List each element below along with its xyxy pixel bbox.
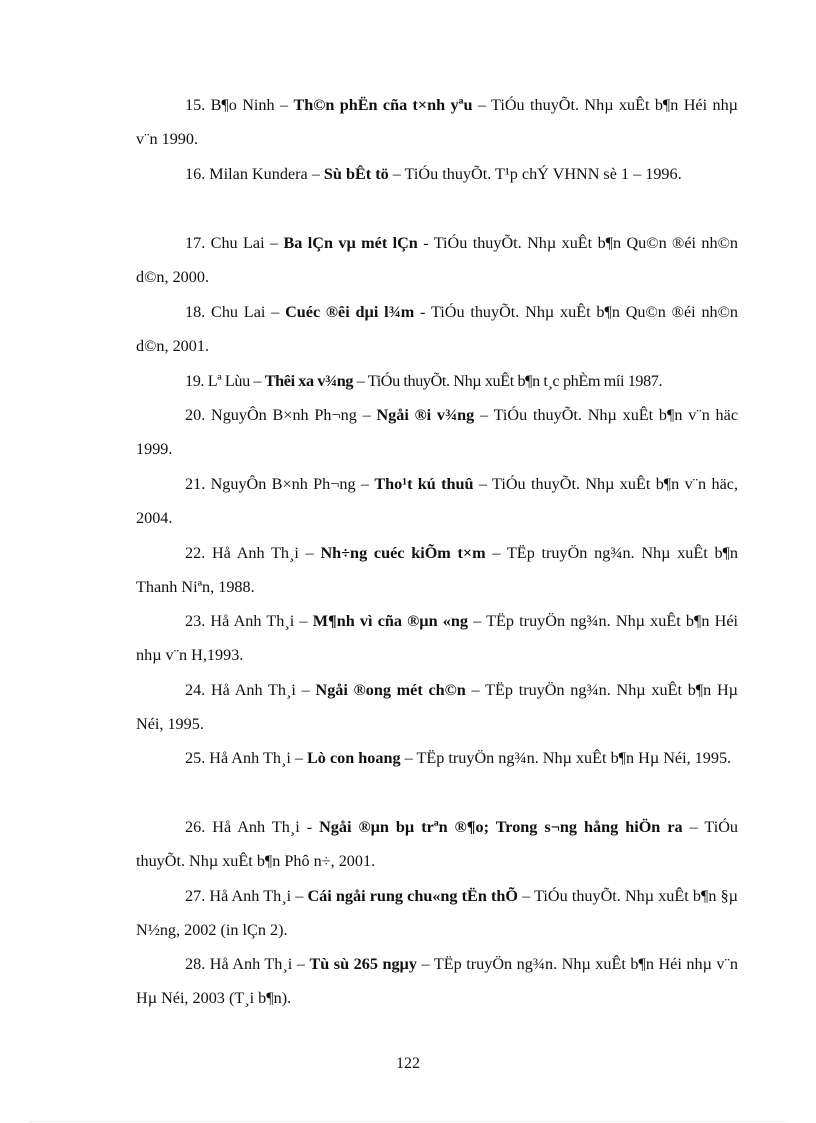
reference-title: Cuéc ®êi dµi l¾m	[285, 303, 415, 321]
page-number: 122	[396, 1055, 420, 1072]
reference-entry: 22. Hå Anh Th¸i – Nh÷ng cuéc kiÕm t×m – TËp truyÖn ng¾n. Nhµ xuÊt b¶n Thanh Niªn, 1988.	[136, 544, 739, 596]
reference-entry: 24. Hå Anh Th¸i – Ngåi ®ong mét ch©n – TËp truyÖn ng¾n. Nhµ xuÊt b¶n Hµ Néi, 1995.	[136, 681, 738, 733]
reference-entry: 15. B¶o Ninh – Th©n phËn cña t×nh yªu – TiÓu thuyÕt. Nhµ xuÊt b¶n Héi nhµ v¨n 1990.	[136, 96, 738, 148]
reference-title: Tho¹t kú thuû	[374, 475, 474, 493]
reference-title: Cái ngåi rung chu«ng tËn thÕ	[307, 887, 518, 905]
reference-title: Th©n phËn cña t×nh yªu	[293, 96, 473, 114]
reference-title: Tù sù 265 ngµy	[309, 955, 417, 973]
reference-title: Ba lÇn vµ mét lÇn	[283, 234, 418, 252]
reference-title: Ngåi ®ong mét ch©n	[315, 681, 466, 699]
reference-title: Ngåi ®µn bµ trªn ®¶o; Trong s¬ng hång hiÖn ra	[319, 818, 683, 836]
reference-entry: 27. Hå Anh Th¸i – Cái ngåi rung chu«ng tËn thÕ – TiÓu thuyÕt. Nhµ xuÊt b¶n §µ N½ng, 2002 (in lÇn 2).	[136, 887, 739, 939]
reference-entry: 19. Lª Lùu – Thêi xa v¾ng – TiÓu thuyÕt. Nhµ xuÊt b¶n t¸c phÈm míi 1987.	[185, 372, 663, 390]
reference-entry: 21. NguyÔn B×nh Ph¬ng – Tho¹t kú thuû – TiÓu thuyÕt. Nhµ xuÊt b¶n v¨n häc, 2004.	[136, 475, 738, 527]
reference-title: Lò con hoang	[307, 749, 401, 767]
reference-title: Nh÷ng cuéc kiÕm t×m	[320, 544, 486, 562]
reference-entry: 23. Hå Anh Th¸i – M¶nh vì cña ®µn «ng – TËp truyÖn ng¾n. Nhµ xuÊt b¶n Héi nhµ v¨n H,1993.	[136, 612, 739, 664]
footer-divider	[30, 1121, 786, 1122]
reference-entry: 20. NguyÔn B×nh Ph¬ng – Ngåi ®i v¾ng – TiÓu thuyÕt. Nhµ xuÊt b¶n v¨n häc 1999.	[136, 406, 739, 458]
reference-entry: 28. Hå Anh Th¸i – Tù sù 265 ngµy – TËp truyÖn ng¾n. Nhµ xuÊt b¶n Héi nhµ v¨n Hµ Néi, 2003 (T¸i b¶n).	[136, 955, 739, 1007]
reference-entry: 16. Milan Kundera – Sù bÊt tö – TiÓu thuyÕt. T¹p chÝ VHNN sè 1 – 1996.	[185, 165, 682, 183]
reference-title: Thêi xa v¾ng	[264, 372, 354, 390]
reference-entry: 18. Chu Lai – Cuéc ®êi dµi l¾m - TiÓu thuyÕt. Nhµ xuÊt b¶n Qu©n ®éi nh©n d©n, 2001.	[136, 303, 739, 355]
reference-entry: 25. Hå Anh Th¸i – Lò con hoang – TËp truyÖn ng¾n. Nhµ xuÊt b¶n Hµ Néi, 1995.	[185, 749, 732, 767]
reference-title: Sù bÊt tö	[323, 165, 389, 183]
reference-title: M¶nh vì cña ®µn «ng	[312, 612, 468, 630]
reference-entry: 26. Hå Anh Th¸i - Ngåi ®µn bµ trªn ®¶o; Trong s¬ng hång hiÖn ra – TiÓu thuyÕt. Nhµ xuÊt b¶n Phô n÷, 2001.	[136, 818, 739, 870]
reference-entry: 17. Chu Lai – Ba lÇn vµ mét lÇn - TiÓu thuyÕt. Nhµ xuÊt b¶n Qu©n ®éi nh©n d©n, 2000.	[136, 234, 739, 286]
reference-title: Ngåi ®i v¾ng	[376, 406, 475, 424]
